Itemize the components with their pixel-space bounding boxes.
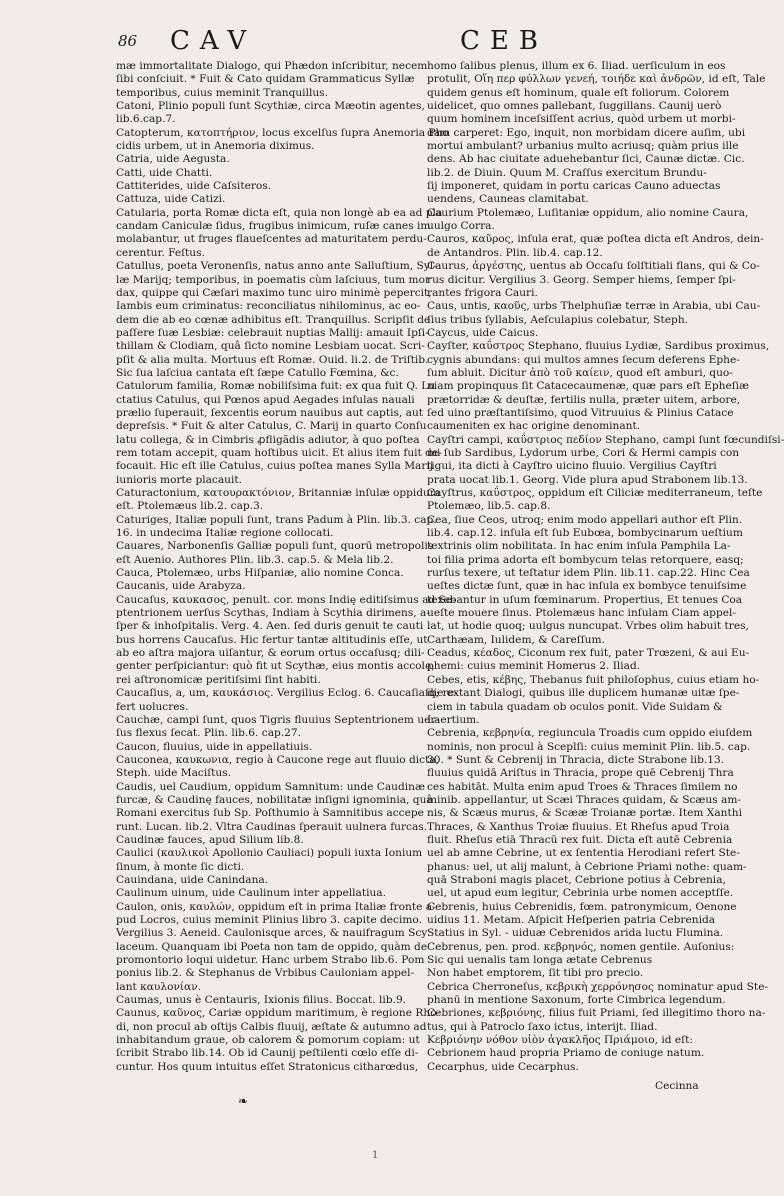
text-line: Carthæam, Iulidem, & Careſſum. <box>427 633 605 646</box>
text-line: fluuius quidā Ariſtus in Thracia, prope quē Cebrenij Thra <box>427 767 734 780</box>
text-line: dam carperet: Ego, inquit, non morbidam dicere auſim, ubi <box>427 126 746 139</box>
text-line: Cebes, etis, κέβης, Thebanus fuit philoſophus, cuius etiam ho- <box>427 673 760 686</box>
text-line: lant καυλονίαν. <box>116 980 202 993</box>
text-line: Caturactonium, κατουρακτόνιον, Britanniæ inſulæ oppidum <box>116 487 440 499</box>
text-line: tigui, ita dicti à Cayſtro uicino fluuio. Vergilius Cayſtri <box>427 460 717 473</box>
text-line: ciem in tabula quadam ob oculos ponit. Vide Suidam & <box>427 700 723 713</box>
text-line: lib.6.cap.7. <box>116 113 176 126</box>
text-line: paſſere ſuæ Lesbiæ: celebrauit nuptias Mallij: amauit Ipſi- <box>116 326 429 339</box>
text-line: die extant Dialogi, quibus ille duplicem humanæ uitæ ſpe- <box>427 687 740 700</box>
text-line: Cayſter, καΰστρος Stephano, fluuius Lydiæ, Sardibus proximus, <box>427 340 770 353</box>
text-line: iunioris morte placauit. <box>116 473 243 486</box>
page-number: 86 <box>118 32 138 50</box>
text-line: dax, quippe qui Cæſari maximo tunc uiro minimè pepercit, <box>116 286 432 299</box>
text-line: caumeniten ex hac origine denominant. <box>427 420 641 433</box>
right-column <box>427 60 784 1074</box>
text-line: uel, ut apud eum legitur, Cebrinia urbe nomen acceptſſe. <box>427 887 734 900</box>
text-line: Catria, uide Aegusta. <box>116 153 230 166</box>
text-line: Catopterum, κατοπτήριον, locus excelſus ſupra Anemoria Pho <box>116 126 449 139</box>
text-line: rantes frigora Cauri. <box>427 286 538 299</box>
text-line: 30. * Sunt & Cebrenij in Thracia, dicte Strabone lib.13. <box>427 753 725 766</box>
text-line: Cayſtrus, καΰστρος, oppidum eſt Ciliciæ mediterraneum, teſte <box>427 487 763 499</box>
text-line: texebantur in uſum fœminarum. Propertius, Et tenues Coa <box>427 593 743 606</box>
text-line: Κεβριόνην νόθον υἱὸν ἀγακλῆος Πριάμοιο, id eſt: <box>427 1034 693 1047</box>
text-line: rus dicitur. Vergilius 3. Georg. Semper hiems, ſemper ſpi- <box>427 273 736 286</box>
text-line: Catularia, porta Romæ dicta eſt, quia non longè ab ea ad pla <box>116 206 443 219</box>
text-line: Caturiges, Italiæ populi ſunt, trans Padum à Plin. lib.3. cap. <box>116 513 437 526</box>
text-line: quum hominem inceſsiſſent acrius, quòd urbem ut morbi- <box>427 113 736 126</box>
text-line: ueſtes dictæ ſunt, quæ in hac inſula ex bombyce tenuiſsime <box>427 580 747 593</box>
running-head-right: CEB <box>460 26 548 56</box>
text-line: ſius tribus ſyllabis, Aeſculapius colebatur, Steph. <box>427 313 689 326</box>
text-line: 16. in undecima Italiæ regione collocati. <box>116 527 334 540</box>
text-line: prætorridæ & deuſtæ, fertilis nulla, præter uitem, arbore, <box>427 393 741 406</box>
text-line: fert uolucres. <box>116 700 189 713</box>
text-line: eſt. Ptolemæus lib.2. cap.3. <box>116 500 264 513</box>
text-line: Catti, uide Chatti. <box>116 166 213 179</box>
text-line: protulit, Οἵη περ φύλλων γενεή, τοιήδε καὶ ἀνδρῶν, id eſt, Tale <box>427 73 766 86</box>
text-line: Caumas, unus è Centauris, Ixionis filius. Boccat. lib.9. <box>116 994 407 1007</box>
text-line: dem die ab eo cœnæ adhibitus eſt. Tranquillus. Scripſit de <box>116 313 431 326</box>
text-line: Sic ſua laſciua cantata eſt ſæpe Catullo Fœmina, &c. <box>116 366 399 379</box>
text-line: fluit. Rheſus etiā Thracū rex fuit. Dicta eſt autē Cebrenia <box>427 833 733 846</box>
text-line: ſcribit Strabo lib.14. Ob id Caunij peſtilenti cœlo eſſe di- <box>116 1047 419 1060</box>
text-line: Caulici (καυλικοὶ Apollonio Cauliaci) populi iuxta Ionium <box>116 847 423 860</box>
text-line: Thraces, & Xanthus Troiæ fluuius. Et Rheſus apud Troia <box>427 820 730 833</box>
text-line: Cebrenis, huius Cebrenidis, fœm. patronymicum, Oenone <box>427 900 737 913</box>
text-line: cerentur. Feſtus. <box>116 246 205 259</box>
text-line: Statius in Syl. - uiduæ Cebrenidos arida luctu Flumina. <box>427 927 724 940</box>
running-head-left: CAV <box>170 26 257 56</box>
text-line: prælio ſuperauit, ſexcentis eorum nauibus aut captis, aut <box>116 406 424 419</box>
text-line: Vergilius 3. Aeneid. Caulonisque arces, & nauifragum Scy <box>116 927 428 940</box>
text-line: Iambis eum criminatus: reconciliatus nihilominus, ac eo- <box>116 300 421 313</box>
text-line: tus, qui à Patroclo ſaxo ictus, interijt. Iliad. <box>427 1020 658 1033</box>
text-line: cidis urbem, ut in Anemoria diximus. <box>116 140 315 153</box>
text-line: genter perſpiciantur: quò fit ut Scythæ, eius montis accolę, <box>116 660 435 673</box>
text-line: temporibus, cuius meminit Tranquillus. <box>116 86 328 99</box>
text-line: phemi: cuius meminit Homerus 2. Iliad. <box>427 660 641 673</box>
text-line: Caurus, ἀργέστης, uentus ab Occaſu ſolſtitiali flans, qui & Co- <box>427 260 760 273</box>
text-line: dens. Ab hac ciuitate aduehebantur ſici, Caunæ dictæ. Cic. <box>427 153 745 166</box>
bottom-mark: 1 <box>372 1150 379 1161</box>
text-line: uidelicet, quo omnes pallebant, ſuggillans. Caunij uerò <box>427 100 722 113</box>
text-line: latu collega, & in Cimbris ꝓfligãdis adiutor, à quo poſtea <box>116 433 420 446</box>
text-line: uidius 11. Metam. Aſpicit Heſperien patria Cebrenida <box>427 914 716 926</box>
text-line: pud Locros, cuius meminit Plinius libro 3. capite decimo. <box>116 914 422 926</box>
text-line: ſum abluit. Dicitur ἀπὸ τοῦ καίειν, quod eſt amburi, quo- <box>427 366 733 379</box>
text-line: Cebriones, κεβριόνης, filius fuit Priami, ſed illegitimo thoro na- <box>427 1007 766 1020</box>
text-line: lib.2. de Diuin. Quum M. Craſſus exercitum Brundu- <box>427 166 707 179</box>
text-line: focauit. Hic eſt ille Catulus, cuius poſtea manes Sylla Marij <box>116 460 434 473</box>
text-line: Caurium Ptolemæo, Luſitaniæ oppidum, alio nomine Caura, <box>427 206 749 219</box>
text-line: quidem genus eſt hominum, quale eſt foliorum. Colorem <box>427 86 730 99</box>
text-line: Catoni, Plinio populi ſunt Scythiæ, circa Mæotin agentes, <box>116 100 425 113</box>
text-line: ſed uino præſtantiſsimo, quod Vitruuius & Plinius Catace <box>427 406 734 419</box>
text-line: bus horrens Caucaſus. Hic fertur tantæ altitudinis eſſe, ut <box>116 633 428 646</box>
text-line: promontorio loqui uidetur. Hanc urbem Strabo lib.6. Pom <box>116 954 425 967</box>
text-line: Caucanis, uide Arabyza. <box>116 580 246 593</box>
text-line: quā Straboni magis placet, Cebrione potius à Cebrenia, <box>427 873 726 886</box>
text-line: Caycus, uide Caicus. <box>427 326 539 339</box>
text-line: Caucaſus, καυκασος, penult. cor. mons Indię editiſsimus ad Se- <box>116 593 456 606</box>
text-line: di, non procul ab oſtijs Calbis fluuij, æſtate & autumno ad <box>116 1020 427 1033</box>
text-line: Cecarphus, uide Cecarphus. <box>427 1060 579 1073</box>
text-line: Non habet emptorem, ſit tibi pro precio. <box>427 967 644 980</box>
text-line: pſit & alia multa. Mortuus eſt Romæ. Ouid. li.2. de Triſtib. <box>116 353 429 366</box>
text-line: Cebrenus, pen. prod. κεβρηνός, nomen gentile. Auſonius: <box>427 940 735 953</box>
text-line: runt. Lucan. lib.2. Vltra Caudinas ſperauit uulnera furcas. <box>116 820 428 833</box>
text-line: de Antandros. Plin. lib.4. cap.12. <box>427 246 603 259</box>
text-line: ſus flexus ſecat. Plin. lib.6. cap.27. <box>116 727 302 740</box>
text-line: inhabitandum graue, ob calorem & pomorum copiam: ut <box>116 1034 420 1047</box>
text-line: Ptolemæo, lib.5. cap.8. <box>427 500 551 513</box>
text-line: rei aſtronomicæ peritiſsimi ſint habiti. <box>116 673 321 686</box>
text-line: Caucon, fluuius, uide in appellatiuis. <box>116 740 313 753</box>
text-line: lib.4. cap.12. inſula eſt ſub Eubœa, bombycinarum ueſtium <box>427 527 743 540</box>
text-line: lat, ut hodie quoq; uulgus nuncupat. Vrbes olim habuit tres, <box>427 620 749 633</box>
text-line: Cebrica Cherroneſus, κεβρικὴ χερρόνησος nominatur apud Ste- <box>427 980 769 993</box>
text-line: Caulinum uinum, uide Caulinum inter appellatiua. <box>116 887 386 900</box>
text-line: Caulon, onis, καυλών, oppidum eſt in prima Italiæ fronte a- <box>116 900 436 913</box>
catchword: Cecinna <box>655 1080 699 1092</box>
text-line: uendens, Cauneas clamitabat. <box>427 193 589 206</box>
text-line: ponius lib.2. & Stephanus de Vrbibus Cauloniam appel- <box>116 967 415 980</box>
text-line: Cebrionem haud propria Priamo de coniuge natum. <box>427 1047 705 1060</box>
text-line: Cea, ſiue Ceos, utroq; enim modo appellari author eſt Plin. <box>427 513 743 526</box>
text-line: mi ſub Sardibus, Lydorum urbe, Cori & Hermi campis con <box>427 446 740 459</box>
text-line: toi filia prima adorta eſt bombycum telas retorquere, easq; <box>427 553 744 566</box>
text-line: rurſus texere, ut teſtatur idem Plin. lib.11. cap.22. Hinc Cea <box>427 567 750 580</box>
text-line: molabantur, ut fruges flaueſcentes ad maturitatem perdu- <box>116 233 427 246</box>
text-line: mortui ambulant? urbanius multo acriusq; quàm prius ille <box>427 140 739 153</box>
text-line: ptentrionem uerſus Scythas, Indiam à Scythia dirimens, a- <box>116 607 430 620</box>
text-line: Caucaſius, a, um, καυκάσιος. Vergilius Eclog. 6. Caucaſiaſq; re- <box>116 687 458 700</box>
text-line: Caudis, uel Caudium, oppidum Samnitum: unde Caudinæ <box>116 780 425 793</box>
text-line: Ceadus, κέαδος, Ciconum rex fuit, pater Trœzeni, & aui Eu- <box>427 647 750 660</box>
text-line: Caudinæ fauces, apud Silium lib.8. <box>116 833 304 846</box>
text-line: Cattiterides, uide Caſsiteros. <box>116 180 272 193</box>
text-line: Catulorum familia, Romæ nobiliſsima fuit: ex qua fuit Q. Lu <box>116 380 436 393</box>
text-line: Sic qui uenalis tam longa ætate Cebrenus <box>427 954 653 967</box>
text-line: uulgo Corra. <box>427 220 495 233</box>
text-line: homo ſalibus plenus, illum ex 6. Iliad. uerſiculum in eos <box>427 60 726 72</box>
text-line: phanus: uel, ut alij malunt, à Cebrione Priami nothe: quam- <box>427 860 747 873</box>
text-line: depreſsis. * Fuit & alter Catulus, C. Marij in quarto Conſu <box>116 420 427 433</box>
text-line: niam propinquus ſit Catacecaumenæ, quæ pars eſt Epheſiæ <box>427 380 750 393</box>
text-line: ab eo aſtra majora uiſantur, & eorum ortus occaſusq; dili- <box>116 647 425 660</box>
signature-mark: ❧ <box>238 1094 249 1108</box>
text-line: uel ab amne Cebrine, ut ex ſententia Herodiani refert Ste- <box>427 847 740 860</box>
text-line: ſibi conſciuit. * Fuit & Cato quidam Grammaticus Syllæ <box>116 73 415 86</box>
text-line: phanū in mentione Saxonum, forte Cimbrica legendum. <box>427 994 726 1007</box>
text-line: ctatius Catulus, qui Pœnos apud Aegades inſulas nauali <box>116 393 415 406</box>
text-line: laceum. Quanquam ibi Poeta non tam de oppido, quàm de <box>116 940 428 953</box>
text-line: nominis, non procul à Sceplſi: cuius meminit Plin. lib.5. cap. <box>427 740 751 753</box>
text-line: furcæ, & Caudinę fauces, nobilitatæ inſigni ignominia, quâ <box>116 793 433 806</box>
text-line: Cauca, Ptolemæo, urbs Hiſpaniæ, alio nomine Conca. <box>116 567 404 580</box>
text-line: Cauares, Narbonenſis Galliæ populi ſunt, quorū metropolis <box>116 540 434 553</box>
text-line: ces habitāt. Multa enim apud Troes & Thraces ſimilem no <box>427 780 738 793</box>
text-line: mæ immortalitate Dialogo, qui Phædon inſcribitur, necem <box>116 60 428 72</box>
text-line: Cattuza, uide Catizi. <box>116 193 226 206</box>
text-line: cuntur. Hos quum intuitus eſſet Stratonicus citharœdus, <box>116 1060 419 1073</box>
text-line: rem totam accepit, quam hoſtibus uicit. Et alius item fuit de- <box>116 446 442 459</box>
text-line: Cauros, καῦρος, inſula erat, quæ poſtea dicta eſt Andros, dein- <box>427 233 764 246</box>
text-line: Cebrenia, κεβρηνία, regiuncula Troadis cum oppido eiuſdem <box>427 727 753 740</box>
text-line: minib. appellantur, ut Scæi Thraces quidam, & Scæus am- <box>427 793 741 806</box>
text-line: Cayſtri campi, καΰστριος πεδίον Stephano, campi ſunt fœcundiſsi- <box>427 433 784 446</box>
text-line: textrinis olim nobilitata. In hac enim inſula Pamphila La- <box>427 540 731 553</box>
text-line: Cauchæ, campi ſunt, quos Tigris fluuius Septentrionem uer- <box>116 713 440 726</box>
text-line: læ Marijq; temporibus, in poematis cùm laſciuus, tum mor <box>116 273 431 286</box>
text-line: Caunus, καῦνος, Cariæ oppidum maritimum, è regione Rho- <box>116 1007 441 1020</box>
text-line: ſinum, à monte ſic dicti. <box>116 860 245 873</box>
text-line: ſij imponeret, quidam in portu caricas Cauno aduectas <box>427 180 721 193</box>
text-line: Romani exercitus ſub Sp. Poſthumio à Samnitibus accepe <box>116 807 424 820</box>
text-line: candam Caniculæ ſidus, frugibus inimicum, ruſæ canes im <box>116 220 431 233</box>
text-line: Caus, untis, καοῦς, urbs Thelphuſiæ terræ in Arabia, ubi Cau- <box>427 300 761 313</box>
text-line: nis, & Scæus murus, & Scææ Troianæ portæ. Item Xanthi <box>427 807 742 820</box>
text-line: prata uocat lib.1. Georg. Vide plura apud Strabonem lib.13. <box>427 473 748 486</box>
text-line: Cauconea, καυκωνια, regio à Caucone rege aut fluuio dicta, <box>116 753 440 766</box>
text-line: ſper & inhoſpitalis. Verg. 4. Aen. ſed duris genuit te cauti <box>116 620 424 633</box>
text-line: cygnis abundans: qui multos amnes ſecum deferens Ephe- <box>427 353 740 366</box>
text-line: Steph. uide Maciſtus. <box>116 767 232 780</box>
text-line: thillam & Clodiam, quâ ſicto nomine Lesbiam uocat. Scri- <box>116 340 425 353</box>
text-line: eſt Auenio. Authores Plin. lib.3. cap.5. & Mela lib.2. <box>116 553 394 566</box>
text-line: Laertium. <box>427 713 480 726</box>
text-line: Catullus, poeta Veronenſis, natus anno ante Salluſtium, Syl- <box>116 260 437 273</box>
text-line: ueſte mouere ſinus. Ptolemæus hanc inſulam Ciam appel- <box>427 607 736 620</box>
text-line: Cauindana, uide Canindana. <box>116 873 269 886</box>
